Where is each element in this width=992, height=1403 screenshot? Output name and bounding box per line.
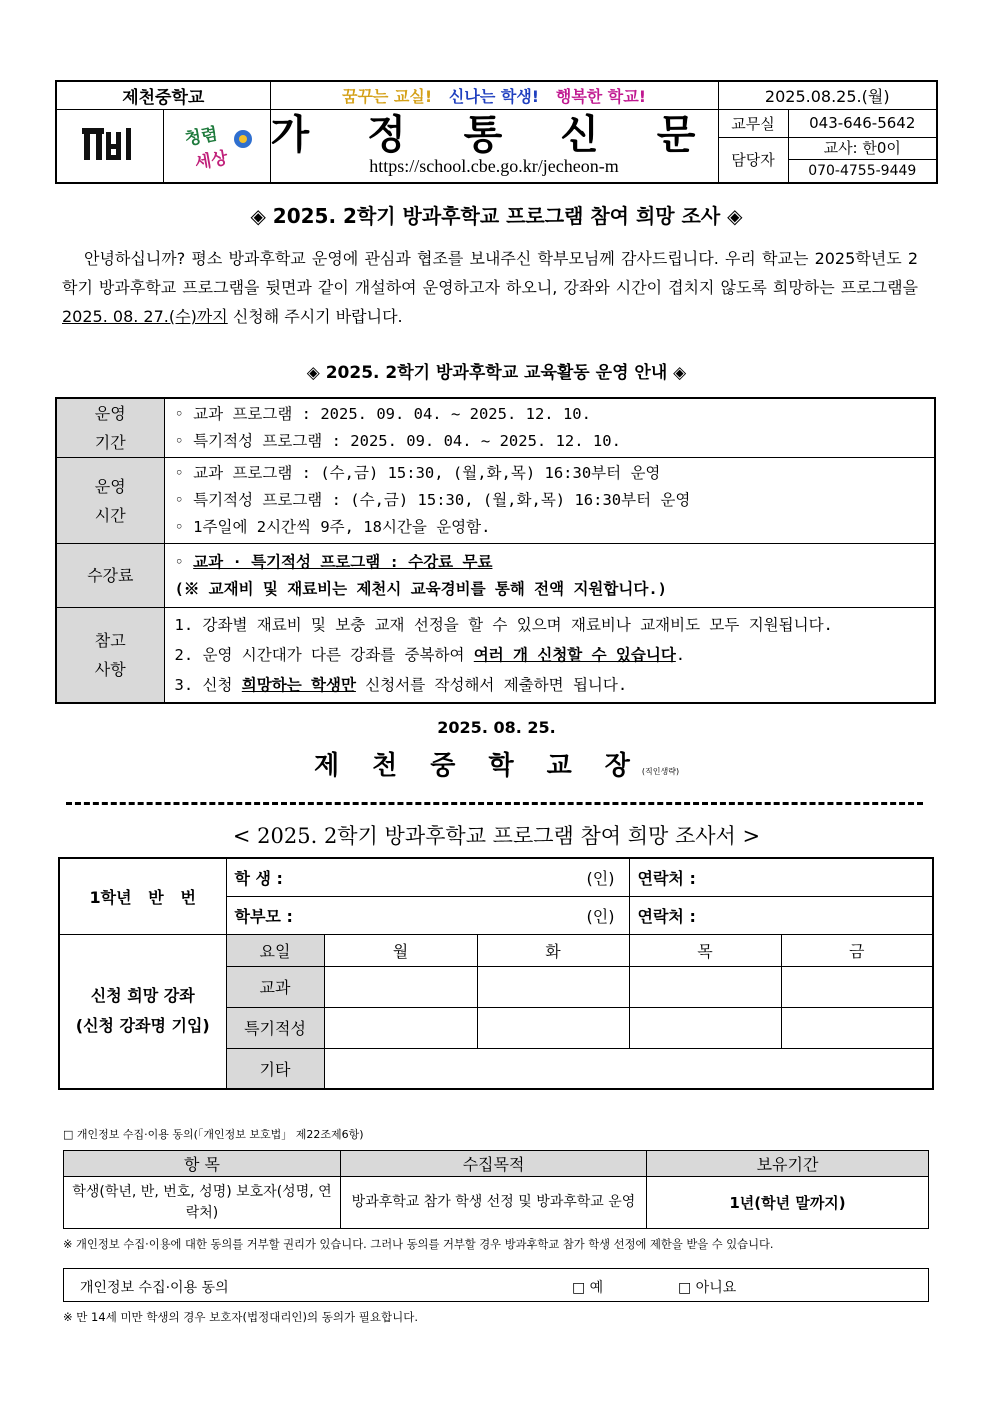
time-line: ◦ 1주일에 2시간씩 9주, 18시간을 운영함. [174, 518, 491, 536]
day-header: 요일 [226, 934, 324, 966]
privacy-period: 1년(학년 말까지) [647, 1177, 929, 1229]
grade-class-number[interactable]: 1학년 반 번 [59, 858, 226, 934]
fee-line: 교과 · 특기적성 프로그램 : 수강료 무료 [193, 552, 493, 571]
school-name: 제천중학교 [122, 87, 205, 108]
newsletter-title: 가 정 통 신 문 [270, 111, 718, 158]
motto-2: 신나는 학생! [448, 86, 540, 106]
student-contact-field[interactable]: 연락처 : [629, 858, 933, 896]
principal-name: 제 천 중 학 교 장 [313, 751, 642, 781]
day-fri: 금 [781, 934, 933, 966]
staff-label: 담당자 [731, 151, 775, 169]
parent-name-field[interactable]: 학부모 : (인) [226, 896, 629, 934]
fee-note: (※ 교재비 및 재료비는 제천시 교육경비를 통해 전액 지원합니다.) [174, 579, 667, 598]
staff-label-cell [718, 137, 788, 183]
ref-line-3: 3. 신청 희망하는 학생만 신청서를 작성해서 제출하면 됩니다. [174, 676, 628, 694]
day-mon: 월 [324, 934, 477, 966]
privacy-col-purpose: 수집목적 [341, 1151, 647, 1177]
time-label: 운영 시간 [56, 458, 164, 544]
privacy-purpose: 방과후학교 참가 학생 선정 및 방과후학교 운영 [341, 1177, 647, 1229]
consent-yes-checkbox[interactable]: □ 예 [572, 1280, 604, 1296]
special-thu-input[interactable] [629, 1007, 781, 1048]
privacy-footnote: ※ 만 14세 미만 학생의 경우 보호자(법정대리인)의 동의가 필요합니다. [63, 1310, 418, 1324]
ref-line-1: 1. 강좌별 재료비 및 보충 교재 선정을 할 수 있으며 재료비나 교재비도 모두 지원됩니다. [174, 616, 833, 634]
special-fri-input[interactable] [781, 1007, 933, 1048]
staff-phone: 070-4755-9449 [808, 162, 917, 179]
office-label-cell [718, 109, 788, 137]
privacy-col-item: 항 목 [64, 1151, 341, 1177]
parent-contact-field[interactable]: 연락처 : [629, 896, 933, 934]
row-special: 특기적성 [226, 1007, 324, 1048]
intro-text-1: 안녕하십니까? 평소 방과후학교 운영에 관심과 협조를 보내주신 학부모님께 감사드립니다. 우리 학교는 2025학년도 2학기 방과후학교 프로그램을 뒷면과 같이 개설하여 운영하고자 하오니, 강좌와 시간이 겹치지 않도록 희망하는 프로그램을 [62, 249, 918, 297]
period-content [164, 398, 935, 458]
period-label: 운영 기간 [56, 398, 164, 458]
intro-text-2: 신청해 주시기 바랍니다. [227, 307, 403, 326]
student-seal: (인) [586, 868, 615, 888]
school-name-cell [56, 81, 270, 109]
issue-date: 2025.08.25.(월) [764, 86, 890, 106]
row-subject: 교과 [226, 966, 324, 1007]
day-tue: 화 [477, 934, 629, 966]
privacy-col-period: 보유기간 [647, 1151, 929, 1177]
principal-sign [55, 745, 938, 782]
school-url[interactable]: https://school.cbe.go.kr/jecheon-m [369, 156, 619, 176]
title-cell [270, 109, 718, 183]
date-cell [718, 81, 937, 109]
ref-label: 참고 사항 [56, 608, 164, 704]
fee-label: 수강료 [56, 544, 164, 608]
motto-1: 꿈꾸는 교실! [341, 86, 433, 106]
subject-thu-input[interactable] [629, 966, 781, 1007]
sign-date: 2025. 08. 25. [437, 718, 556, 737]
guide-table [55, 397, 936, 704]
svg-text:청렴: 청렴 [182, 123, 219, 150]
day-thu: 목 [629, 934, 781, 966]
fee-content [164, 544, 935, 608]
office-phone: 043-646-5642 [809, 114, 916, 132]
form-title: < 2025. 2학기 방과후학교 프로그램 참여 희망 조사서 > [232, 824, 761, 848]
deadline: 2025. 08. 27.(수)까지 [62, 307, 228, 326]
newsletter-header [55, 80, 938, 184]
privacy-table [63, 1150, 929, 1229]
privacy-item: 학생(학년, 반, 번호, 성명) 보호자(성명, 연락처) [64, 1177, 341, 1229]
motto-cell [270, 81, 718, 109]
motto-3: 행복한 학교! [555, 86, 647, 106]
special-mon-input[interactable] [324, 1007, 477, 1048]
other-input[interactable] [324, 1048, 933, 1089]
office-phone-cell [788, 109, 937, 137]
fee-bullet: ◦ [174, 552, 194, 571]
ref-line-2: 2. 운영 시간대가 다른 강좌를 중복하여 여러 개 신청할 수 있습니다. [174, 646, 686, 664]
office-label: 교무실 [731, 114, 775, 133]
consent-label: 개인정보 수집·이용 동의 [80, 1280, 229, 1296]
period-line: ◦ 교과 프로그램 : 2025. 09. 04. ~ 2025. 12. 10. [174, 405, 591, 423]
notice-intro [62, 244, 918, 331]
student-name-field[interactable]: 학 생 : (인) [226, 858, 629, 896]
integrity-logo-icon [177, 117, 257, 171]
school-logo-icon [80, 122, 140, 166]
staff-info-cell [788, 137, 937, 183]
consent-box [63, 1268, 929, 1302]
subject-tue-input[interactable] [477, 966, 629, 1007]
consent-no-checkbox[interactable]: □ 아니요 [678, 1280, 737, 1296]
privacy-note: ※ 개인정보 수집·이용에 대한 동의를 거부할 권리가 있습니다. 그러나 동의를 거부할 경우 방과후학교 참가 학생 선정에 제한을 받을 수 있습니다. [63, 1238, 774, 1251]
school-logo [56, 109, 163, 183]
time-content [164, 458, 935, 544]
integrity-logo [163, 109, 270, 183]
time-line: ◦ 교과 프로그램 : (수,금) 15:30, (월,화,목) 16:30부터 운영 [174, 464, 661, 482]
svg-text:세상: 세상 [192, 147, 229, 171]
subject-fri-input[interactable] [781, 966, 933, 1007]
course-label: 신청 희망 강좌 (신청 강좌명 기입) [59, 934, 226, 1089]
guide-title: ◈ 2025. 2학기 방과후학교 교육활동 운영 안내 ◈ [306, 363, 687, 383]
notice-title: ◈ 2025. 2학기 방과후학교 프로그램 참여 희망 조사 ◈ [250, 204, 743, 228]
survey-form [58, 857, 934, 1090]
parent-seal: (인) [586, 906, 615, 926]
staff-name: 교사: 한0이 [789, 138, 937, 160]
subject-mon-input[interactable] [324, 966, 477, 1007]
ref-content [164, 608, 935, 704]
period-line: ◦ 특기적성 프로그램 : 2025. 09. 04. ~ 2025. 12. 10. [174, 432, 621, 450]
row-other: 기타 [226, 1048, 324, 1089]
privacy-heading: □ 개인정보 수집·이용 동의(「개인정보 보호법」 제22조제6항) [63, 1128, 364, 1141]
time-line: ◦ 특기적성 프로그램 : (수,금) 15:30, (월,화,목) 16:30부터 운영 [174, 491, 691, 509]
seal-omitted: (직인생략) [641, 767, 680, 776]
special-tue-input[interactable] [477, 1007, 629, 1048]
cut-line [66, 802, 923, 805]
